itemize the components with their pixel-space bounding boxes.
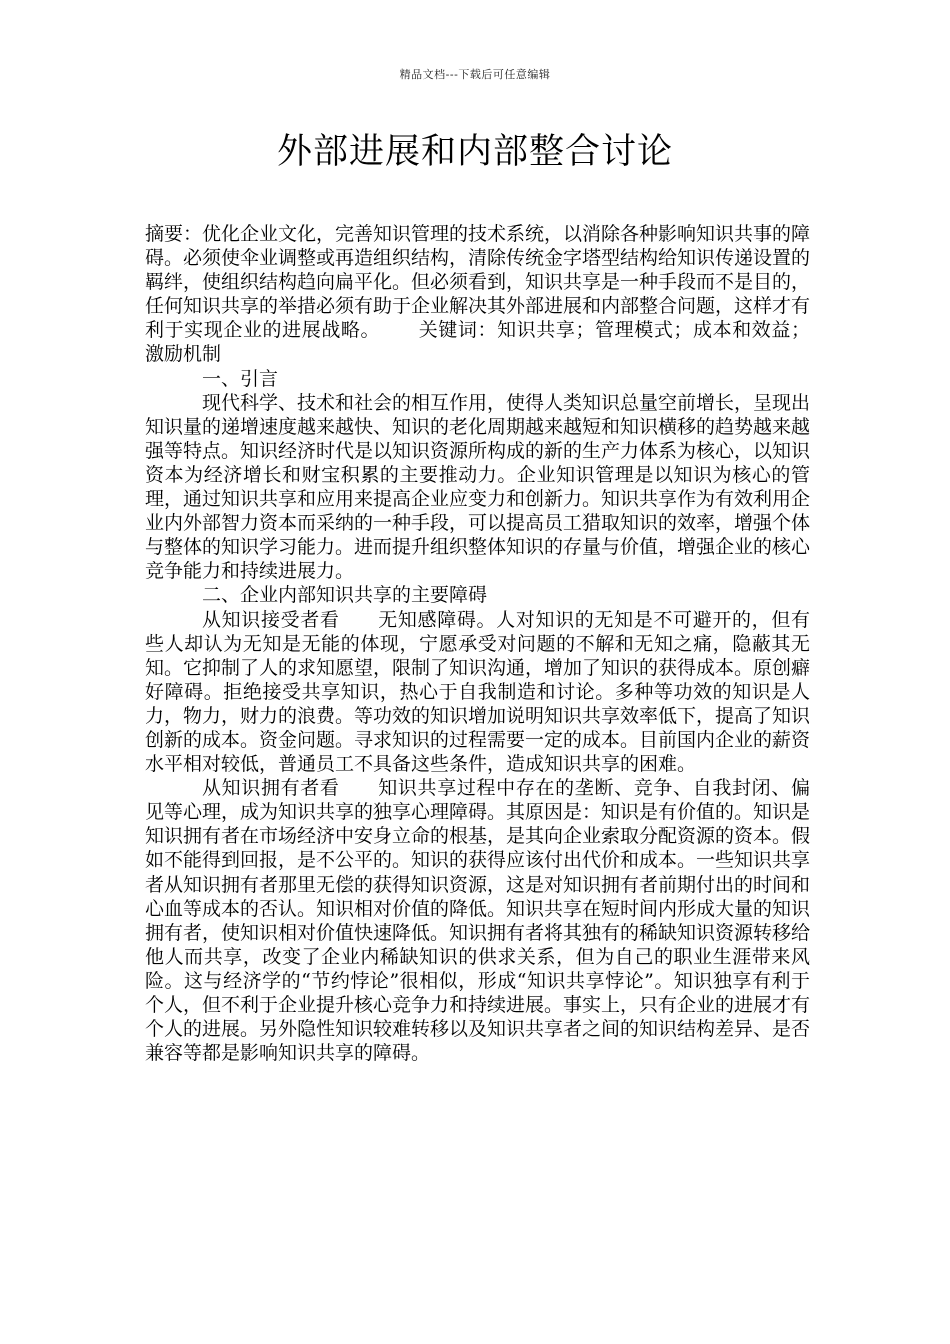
section-heading-obstacles: 二、企业内部知识共享的主要障碍 (202, 584, 488, 607)
document-body (145, 222, 810, 1065)
page-header-note: 精品文档---下载后可任意编辑 (399, 68, 551, 81)
section-heading-intro: 一、引言 (202, 367, 279, 390)
abstract-text: 摘要：优化企业文化，完善知识管理的技术系统，以消除各种影响知识共事的障碍。必须使伞业调整或再造组织结构，清除传统金字塔型结构给知识传递设置的羁绊，使组织结构趋向扁平化。但必须看到，知识共享是一种手段而不是目的，任何知识共享的举措必须有助于企业解决其外部进展和内部整合问题，这样才有利于实现企业的进展战略。 (145, 223, 811, 342)
receiver-paragraph (145, 608, 810, 777)
document-title: 外部进展和内部整合讨论 (276, 132, 673, 172)
keywords-text: 关键词：知识共享；管理模式；成本和效益；激励机制 (145, 319, 810, 366)
intro-paragraph: 现代科学、技术和社会的相互作用，使得人类知识总量空前增长，呈现出知识量的递增速度越来越快、知识的老化周期越来越短和知识横移的趋势越来越强等特点。知识经济时代是以知识资源所构成的新的生产力体系为核心，以知识资本为经济增长和财宝积累的主要推动力。企业知识管理是以知识为核心的管理，通过知识共享和应用来提高企业应变力和创新力。知识共享作为有效利用企业内外部智力资本而采纳的一种手段，可以提高员工猎取知识的效率，增强个体与整体的知识学习能力。进而提升组织整体知识的存量与价值，增强企业的核心竞争能力和持续进展力。 (145, 391, 811, 583)
owner-text: 知识共享过程中存在的垄断、竞争、自我封闭、偏见等心理，成为知识共享的独享心理障碍。其原因是：知识是有价值的。知识是知识拥有者在市场经济中安身立命的根基，是其向企业索取分配资源的资本。假如不能得到回报，是不公平的。知识的获得应该付出代价和成本。一些知识共享者从知识拥有者那里无偿的获得知识资源，这是对知识拥有者前期付出的时间和心血等成本的否认。知识相对价值的降低。知识共享在短时间内形成大量的知识拥有者，使知识相对价值快速降低。知识拥有者将其独有的稀缺知识资源转移给他人而共享，改变了企业内稀缺知识的供求关系，但为自己的职业生涯带来风险。这与经济学的“节约悖论”很相似，形成“知识共享悖论”。知识独享有利于个人，但不利于企业提升核心竞争力和持续进展。事实上，只有企业的进展才有个人的进展。另外隐性知识较难转移以及知识共享者之间的知识结构差异、是否兼容等都是影响知识共享的障碍。 (145, 777, 811, 1065)
receiver-text: 无知感障碍。人对知识的无知是不可避开的，但有些人却认为无知是无能的体现，宁愿承受对问题的不解和无知之痛，隐蔽其无知。它抑制了人的求知愿望，限制了知识沟通，增加了知识的获得成本。原创癖好障碍。拒绝接受共享知识，热心于自我制造和讨论。多种等功效的知识是人力，物力，财力的浪费。等功效的知识增加说明知识共享效率低下，提高了知识创新的成本。资金问题。寻求知识的过程需要一定的成本。目前国内企业的薪资水平相对较低，普通员工不具备这些条件，造成知识共享的困难。 (145, 608, 811, 776)
abstract-paragraph (145, 222, 810, 367)
receiver-lead: 从知识接受者看 (202, 608, 340, 631)
owner-paragraph (145, 776, 810, 1065)
owner-lead: 从知识拥有者看 (202, 777, 340, 800)
